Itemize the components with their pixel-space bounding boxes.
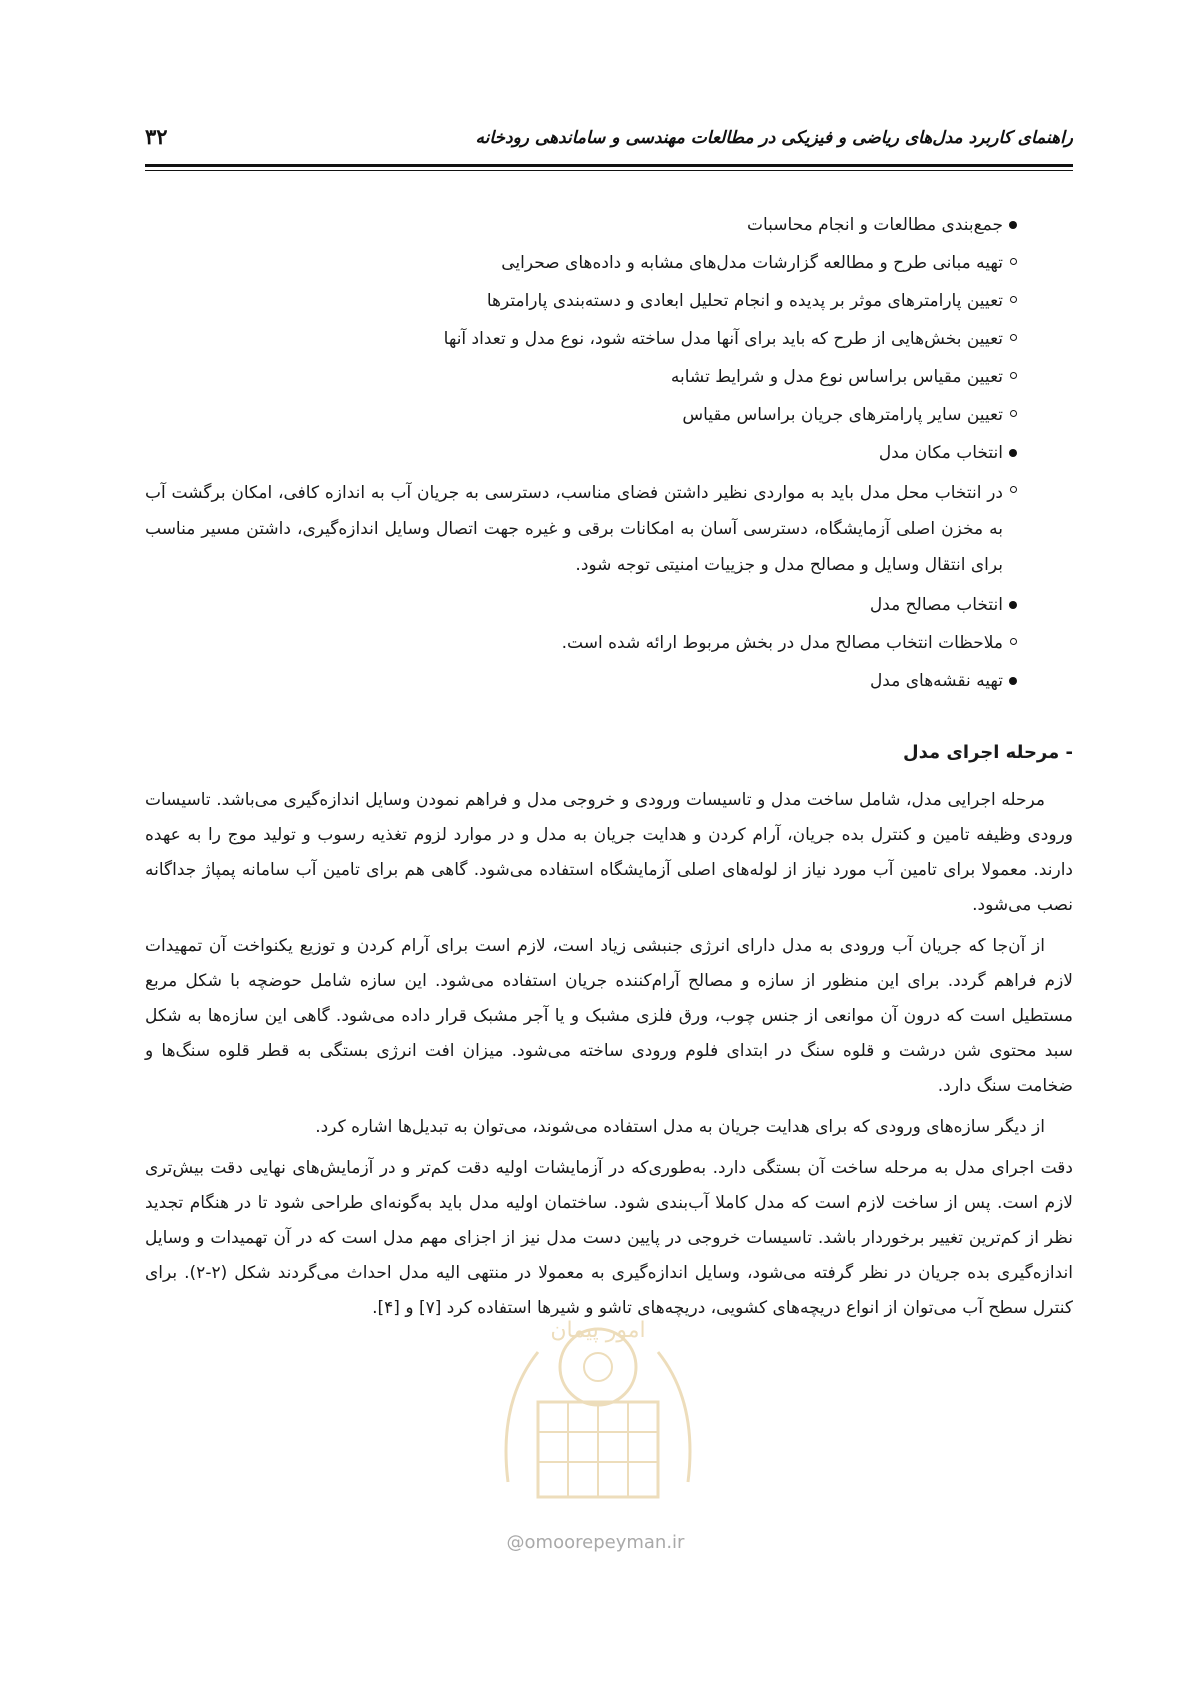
body-paragraph: از دیگر سازه‌های ورودی که برای هدایت جریان به مدل استفاده می‌شوند، می‌توان به تبدیل‌ها اشاره کرد. (315, 1117, 1045, 1137)
running-header (145, 122, 1073, 162)
list-item: جمع‌بندی مطالعات و انجام محاسبات (145, 209, 1073, 241)
list-item: تعیین پارامترهای موثر بر پدیده و انجام تحلیل ابعادی و دسته‌بندی پارامترها (145, 285, 1073, 317)
list-item: تعیین بخش‌هایی از طرح که باید برای آنها مدل ساخته شود، نوع مدل و تعداد آنها (145, 323, 1073, 355)
list-item: در انتخاب محل مدل باید به مواردی نظیر داشتن فضای مناسب، دسترسی به جریان آب به اندازه کافی، امکان برگشت آب به مخزن اصلی آزمایشگاه، دسترسی آسان به امکانات برقی و غیره جهت اتصال وسایل اندازه‌گیری، داشتن مسیر مناسب برای انتقال وسایل و مصالح مدل و جزییات امنیتی توجه شود. (145, 475, 1073, 583)
circle-bullet-icon (1010, 372, 1017, 379)
circle-bullet-icon (1010, 258, 1017, 265)
bullet-icon (1009, 677, 1017, 685)
list-item: تعیین سایر پارامترهای جریان براساس مقیاس (145, 399, 1073, 431)
circle-bullet-icon (1010, 296, 1017, 303)
header-rule-thin (145, 170, 1073, 171)
list-item: تهیه نقشه‌های مدل (145, 665, 1073, 697)
circle-bullet-icon (1010, 638, 1017, 645)
circle-bullet-icon (1010, 410, 1017, 417)
watermark-logo (478, 1282, 718, 1522)
circle-bullet-icon (1010, 334, 1017, 341)
watermark-site: @omoorepeyman.ir (506, 1532, 685, 1553)
list-item: انتخاب مصالح مدل (145, 589, 1073, 621)
header-rule (145, 164, 1073, 167)
list-item: ملاحظات انتخاب مصالح مدل در بخش مربوط ارائه شده است. (145, 627, 1073, 659)
body-paragraph: دقت اجرای مدل به مرحله ساخت آن بستگی دارد. به‌طوری‌که در آزمایشات اولیه دقت کم‌تر و در آزمایش‌های نهایی دقت بیش‌تری لازم است. پس از ساخت لازم است که مدل کاملا آب‌بندی شود. ساختمان اولیه مدل باید به‌گونه‌ای طراحی شود تا در هنگام تجدید نظر از کم‌ترین تغییر برخوردار باشد. تاسیسات خروجی در پایین دست مدل نیز از اجزای مهم مدل است که در آن تهمیدات و وسایل اندازه‌گیری بده جریان در نظر گرفته می‌شود، وسایل اندازه‌گیری به معمولا در منتهی الیه مدل احداث می‌گردند شکل (۲-۲). برای کنترل سطح آب می‌توان از انواع دریچه‌های کشویی، دریچه‌های تاشو و شیرها استفاده کرد [۷] و [۴]. (145, 1158, 1073, 1318)
outline-list (145, 209, 1073, 697)
page-number: ۳۲ (145, 124, 168, 149)
bullet-icon (1009, 449, 1017, 457)
circle-bullet-icon (1010, 486, 1017, 493)
body-paragraph: از آن‌جا که جریان آب ورودی به مدل دارای انرژی جنبشی زیاد است، لازم است برای آرام کردن و توزیع یکنواخت آن تمهیدات لازم فراهم گردد. برای این منظور از سازه و مصالح آرام‌کننده جریان استفاده می‌شود. این سازه شامل حوضچه با شکل مربع مستطیل است که درون آن موانعی از جنس چوب، ورق فلزی مشبک و یا آجر مشبک قرار داده می‌شود. گاهی این سازه‌ها به شکل سبد محتوی شن درشت و قلوه سنگ در ابتدای فلوم ورودی ساخته می‌شود. میزان افت انرژی بستگی به قطر قلوه سنگ‌ها و ضخامت سنگ دارد. (145, 936, 1073, 1096)
header-title: راهنمای کاربرد مدل‌های ریاضی و فیزیکی در مطالعات مهندسی و ساماندهی رودخانه (475, 128, 1073, 148)
bullet-icon (1009, 221, 1017, 229)
body-paragraph: مرحله اجرایی مدل، شامل ساخت مدل و تاسیسات ورودی و خروجی مدل و فراهم نمودن وسایل اندازه‌گیری می‌باشد. تاسیسات ورودی وظیفه تامین و کنترل بده جریان، آرام کردن و هدایت جریان به مدل و در موارد لزوم تغذیه رسوب و تولید موج را به عهده دارند. معمولا برای تامین آب مورد نیاز از لوله‌های اصلی آزمایشگاه استفاده می‌شود. گاهی هم برای تامین آب سامانه پمپاژ جداگانه نصب می‌شود. (145, 790, 1073, 915)
bullet-icon (1009, 601, 1017, 609)
list-item: تهیه مبانی طرح و مطالعه گزارشات مدل‌های مشابه و داده‌های صحرایی (145, 247, 1073, 279)
list-item: تعیین مقیاس براساس نوع مدل و شرایط تشابه (145, 361, 1073, 393)
section-heading: - مرحله اجرای مدل (902, 742, 1073, 763)
page-body (145, 205, 1073, 1332)
list-item: انتخاب مکان مدل (145, 437, 1073, 469)
watermark-logo-text: امور پیمان (550, 1318, 646, 1343)
